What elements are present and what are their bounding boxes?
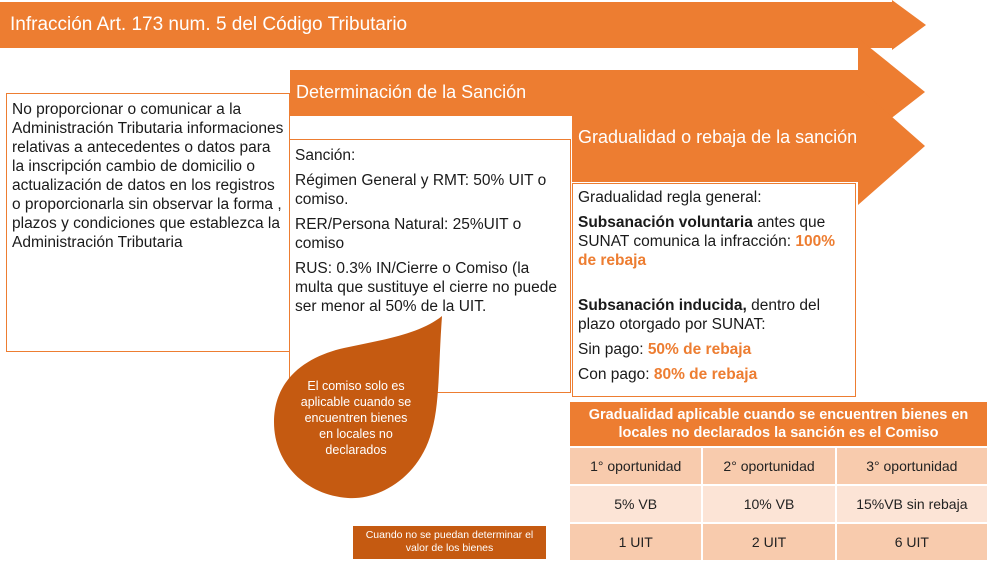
gradualidad-box <box>572 183 856 397</box>
sin-pago-label: Sin pago: <box>578 341 648 358</box>
sancion-heading: Sanción: <box>295 147 356 164</box>
voluntaria-pct: 100% de rebaja <box>578 233 836 269</box>
subsanacion-inducida <box>578 296 850 334</box>
sancion-rus: RUS: 0.3% IN/Cierre o Comiso (la multa que sustituye el cierre no puede ser menor al 50% de la UIT. <box>295 260 557 315</box>
con-pago-pct: 80% de rebaja <box>653 366 758 383</box>
table-row-uit <box>569 523 988 561</box>
table-cell: 1 UIT <box>569 523 702 561</box>
con-pago-label: Con pago: <box>578 366 654 383</box>
table-cell: 3° oportunidad <box>836 447 988 485</box>
table-header: Gradualidad aplicable cuando se encuentren bienes en locales no declarados la sanción es el Comiso <box>569 401 988 447</box>
arrow-gradualidad-title: Gradualidad o rebaja de la sanción <box>578 127 858 147</box>
table-cell: 2° oportunidad <box>702 447 835 485</box>
arrow-determinacion-title: Determinación de la Sanción <box>296 82 527 102</box>
gradualidad-heading: Gradualidad regla general: <box>578 189 762 206</box>
arrow-infraccion-title: Infracción Art. 173 num. 5 del Código Tributario <box>10 14 408 35</box>
sancion-rer: RER/Persona Natural: 25%UIT o comiso <box>295 216 522 252</box>
infraccion-text: No proporcionar o comunicar a la Administración Tributaria informaciones relativas a antecedentes o datos para la inscripción cambio de domicilio o actualización de datos en los registros o proporcionarla sin observar la forma , plazos y condiciones que establezca la Administración Tributaria <box>12 101 284 251</box>
sin-pago-line <box>578 340 850 359</box>
comiso-drop-text: El comiso solo es aplicable cuando se encuentren bienes en locales no declarados <box>300 379 412 457</box>
voluntaria-text: antes que SUNAT comunica la infracción: <box>578 214 826 250</box>
table-cell: 1° oportunidad <box>569 447 702 485</box>
gradualidad-table <box>568 400 989 562</box>
table-row-vb <box>569 485 988 523</box>
infraccion-box <box>6 93 290 352</box>
table-cell: 2 UIT <box>702 523 835 561</box>
inducida-text: dentro del plazo otorgado por SUNAT: <box>578 297 821 333</box>
table-cell: 5% VB <box>569 485 702 523</box>
subsanacion-voluntaria <box>578 213 850 270</box>
sancion-regimen-general: Régimen General y RMT: 50% UIT o comiso. <box>295 172 547 208</box>
table-cell: 15%VB sin rebaja <box>836 485 988 523</box>
table-cell: 10% VB <box>702 485 835 523</box>
inducida-label: Subsanación inducida, <box>578 297 747 314</box>
valor-bienes-note: Cuando no se puedan determinar el valor de los bienes <box>353 526 546 559</box>
table-cell: 6 UIT <box>836 523 988 561</box>
table-row-oportunidad <box>569 447 988 485</box>
con-pago-line <box>578 365 850 384</box>
sin-pago-pct: 50% de rebaja <box>647 341 752 358</box>
voluntaria-label: Subsanación voluntaria <box>578 214 753 231</box>
